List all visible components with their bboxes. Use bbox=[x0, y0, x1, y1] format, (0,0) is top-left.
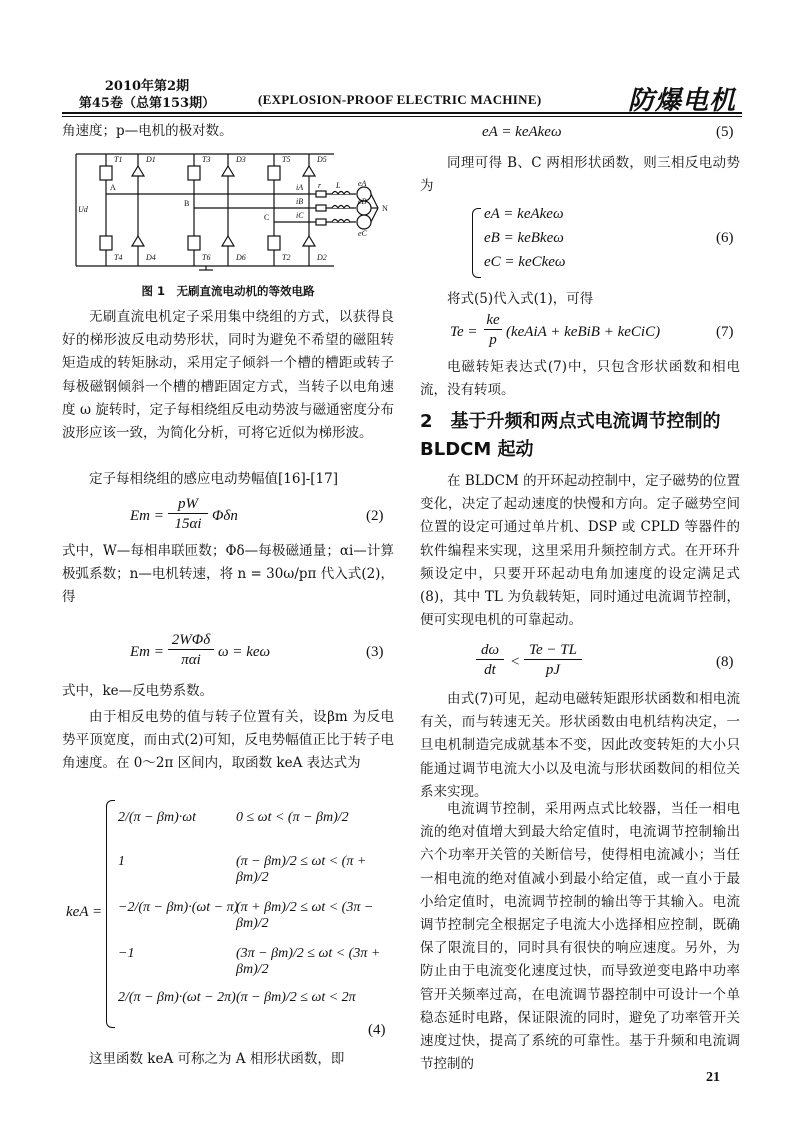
system-brace bbox=[472, 208, 481, 278]
svg-text:D3: D3 bbox=[236, 155, 246, 164]
svg-text:iA: iA bbox=[296, 183, 304, 192]
right-para1: 同理可得 B、C 两相形状函数，则三相反电动势为 bbox=[420, 155, 740, 195]
svg-text:C: C bbox=[264, 213, 270, 222]
svg-text:iC: iC bbox=[296, 211, 304, 220]
volume-info: 第45卷（总第153期） bbox=[78, 96, 216, 111]
year-issue: 2010年第2期 bbox=[104, 79, 190, 94]
right-para3: 电磁转矩表达式(7)中，只包含形状函数和相电流，没有转项。 bbox=[420, 359, 740, 399]
svg-text:D5: D5 bbox=[317, 155, 327, 164]
svg-text:T3: T3 bbox=[202, 155, 211, 164]
piecewise-brace bbox=[106, 800, 115, 1028]
svg-text:L: L bbox=[336, 181, 341, 190]
equation-6: eA = keAkeω eB = keBkeω eC = keCkeω (6) bbox=[420, 206, 740, 282]
left-para4: 式中，ke—反电势系数。 bbox=[62, 683, 214, 699]
equation-7: Te = ke p (keAiA + keBiB + keCiC) (7) bbox=[450, 312, 734, 348]
svg-text:D4: D4 bbox=[146, 253, 156, 262]
svg-text:T5: T5 bbox=[282, 155, 291, 164]
svg-text:eB: eB bbox=[358, 197, 367, 206]
svg-text:T1: T1 bbox=[114, 155, 123, 164]
equation-3: Em = 2WΦδ παi ω = keω (3) bbox=[130, 632, 384, 668]
header-rule-thin bbox=[62, 116, 742, 117]
equation-4: keA = 2/(π − βm)·ωt 0 ≤ ωt < (π − βm)/2 1 (π − βm)/2 ≤ ωt < (π + βm)/2 −2/(π − βm)·(ωt − π) (π + βm)/2 ≤ ωt < (3π − βm)/2 −1 (3π − βm)/2 ≤ ωt < (3π + βm)/2 2/(π − βm)·(ωt − 2π) (π − βm)/2 ≤ ωt < 2π (4) bbox=[66, 800, 396, 1040]
right-para5: 由式(7)可见，起动电磁转矩跟形状函数和相电流有关，而与转速无关。形状函数由电机结构决定，一旦电机制造完成就基本不变，因此改变转矩的大小只能通过调节电流大小以及电流与形状函数间的相位关系来实现。 bbox=[420, 691, 740, 800]
svg-text:N: N bbox=[382, 204, 388, 213]
circuit-diagram bbox=[66, 146, 396, 274]
equation-5: eA = keAkeω (5) bbox=[482, 124, 734, 140]
journal-english-title: (EXPLOSION-PROOF ELECTRIC MACHINE) bbox=[258, 92, 542, 107]
right-para2: 将式(5)代入式(1)，可得 bbox=[447, 291, 594, 307]
equation-8: dω dt < Te − TL pJ (8) bbox=[420, 642, 740, 686]
equation-2: Em = pW 15αi Φδn (2) bbox=[130, 496, 384, 532]
svg-text:eC: eC bbox=[358, 229, 367, 238]
svg-text:T6: T6 bbox=[202, 253, 211, 262]
header-rule bbox=[62, 112, 742, 114]
left-para3: 式中，W—每相串联匝数；Φδ—每极磁通量；αi—计算极弧系数；n—电机转速，将 n = 30ω/pπ 代入式(2)，得 bbox=[62, 543, 394, 606]
left-para2: 定子每相绕组的感应电动势幅值[16]-[17] bbox=[89, 471, 338, 487]
svg-text:eA: eA bbox=[358, 179, 367, 188]
left-para6: 这里函数 keA 可称之为 A 相形状函数，即 bbox=[89, 1051, 345, 1067]
svg-text:T4: T4 bbox=[114, 253, 123, 262]
svg-text:r: r bbox=[318, 181, 322, 190]
svg-text:A: A bbox=[110, 183, 116, 192]
label-ud: Ud bbox=[78, 205, 88, 214]
left-line0: 角速度；p—电机的极对数。 bbox=[62, 123, 233, 139]
figure-caption: 图 1 无刷直流电动机的等效电路 bbox=[141, 284, 315, 298]
svg-text:iB: iB bbox=[296, 197, 304, 206]
section-heading: 2 基于升频和两点式电流调节控制的 BLDCM 起动 bbox=[420, 411, 721, 460]
svg-text:B: B bbox=[184, 199, 190, 208]
left-para1: 无刷直流电机定子采用集中绕组的方式，以获得良好的梯形波反电动势形状，同时为避免不希望的磁阻转矩造成的转矩脉动，采用定子倾斜一个槽的槽距或转子每极磁钢倾斜一个槽的槽距固定方式，当转子以电角速度 ω 旋转时，定子每相绕组反电动势波与磁通密度分布波形应该一致，为简化分析，可将它近似为梯形波。 bbox=[62, 309, 394, 442]
journal-logo: 防爆电机 bbox=[628, 86, 737, 116]
right-para4: 在 BLDCM 的开环起动控制中，定子磁势的位置变化，决定了起动速度的快慢和方向。定子磁势空间位置的设定可通过单片机、DSP 或 CPLD 等器件的软件编程来实现，这里采用升频控制方式。在开环升频设定中，只要开环起动电角加速度的设定满足式(8)，其中 TL 为负载转矩，同时通过电流调节控制，便可实现电机的可靠起动。 bbox=[420, 473, 740, 629]
issue-info bbox=[62, 78, 232, 112]
svg-text:D2: D2 bbox=[317, 253, 327, 262]
left-para5: 由于相反电势的值与转子位置有关，设βm 为反电势平顶宽度，而由式(2)可知，反电势幅值正比于转子电角速度。在 0～2π 区间内，取函数 keA 表达式为 bbox=[62, 709, 394, 772]
svg-text:D1: D1 bbox=[146, 155, 156, 164]
svg-text:T2: T2 bbox=[282, 253, 291, 262]
page-number: 21 bbox=[706, 1070, 720, 1085]
right-para6: 电流调节控制，采用两点式比较器，当任一相电流的绝对值增大到最大给定值时，电流调节控制输出六个功率开关管的关断信号，使得相电流减小；当任一相电流的绝对值减小到最小给定值，或一直小于最小给定值时，电流调节控制的输出等于其输入。电流调节控制完全根据定子电流大小选择相应控制，既确保了限流目的，同时具有很快的响应速度。另外，为防止由于电流变化速度过快，而导致逆变电路中功率管开关频率过高，在电流调节器控制中可设计一个单稳态延时电路，保证限流的同时，避免了功率管开关速度过快，提高了系统的可靠性。基于升频和电流调节控制的 bbox=[420, 801, 740, 1073]
svg-text:D6: D6 bbox=[236, 253, 246, 262]
